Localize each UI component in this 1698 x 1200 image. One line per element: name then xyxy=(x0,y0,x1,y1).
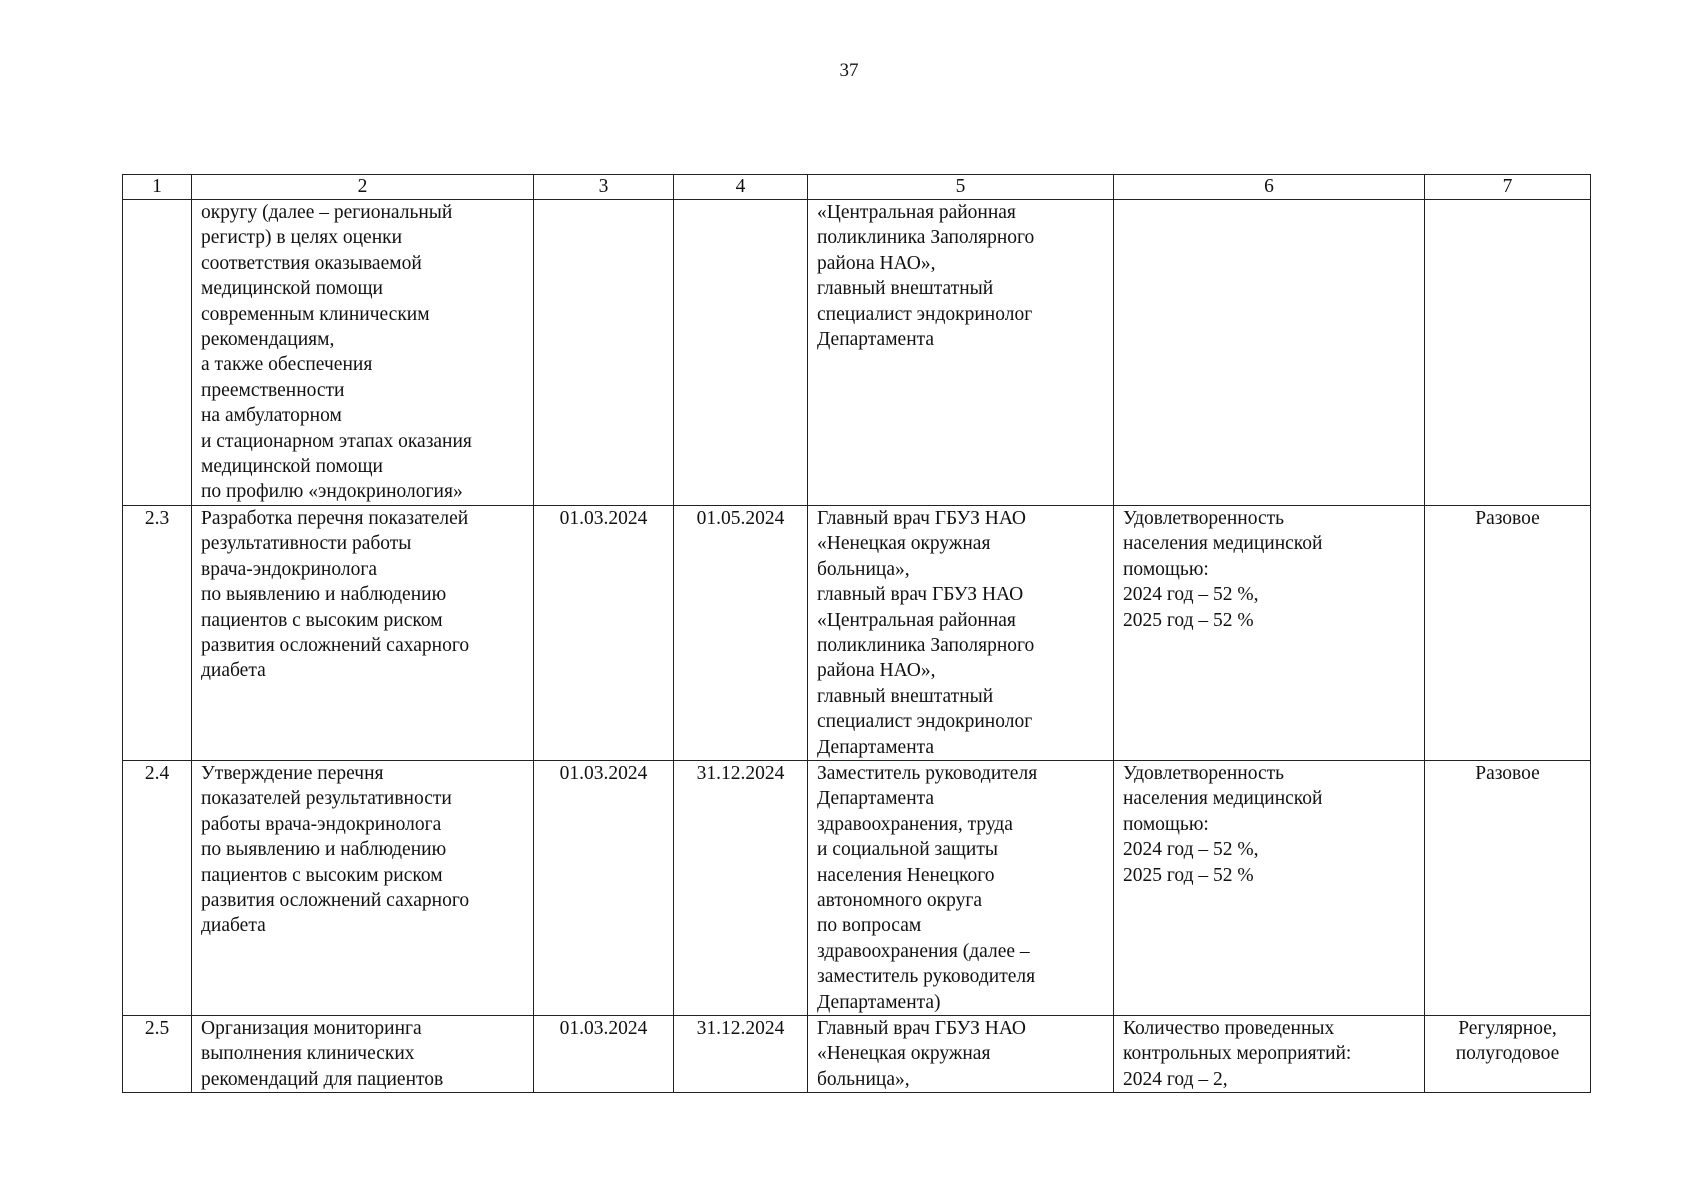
end-date-cell: 31.12.2024 xyxy=(674,1016,808,1093)
row-number-cell: 2.5 xyxy=(123,1016,192,1093)
responsible-cell: Главный врач ГБУЗ НАО «Ненецкая окружная больница», xyxy=(808,1016,1114,1093)
activity-cell: Организация мониторинга выполнения клинических рекомендаций для пациентов xyxy=(192,1016,534,1093)
indicator-cell: Количество проведенных контрольных мероприятий: 2024 год – 2, xyxy=(1114,1016,1425,1093)
end-date-cell xyxy=(674,200,808,506)
indicator-cell: Удовлетворенность населения медицинской помощью: 2024 год – 52 %, 2025 год – 52 % xyxy=(1114,760,1425,1015)
indicator-cell: Удовлетворенность населения медицинской помощью: 2024 год – 52 %, 2025 год – 52 % xyxy=(1114,505,1425,760)
column-number-header-row xyxy=(123,175,1591,200)
frequency-cell: Разовое xyxy=(1425,760,1591,1015)
responsible-cell: «Центральная районная поликлиника Заполярного района НАО», главный внештатный специалист эндокринолог Департамента xyxy=(808,200,1114,506)
column-header-4: 4 xyxy=(674,175,808,200)
column-header-6: 6 xyxy=(1114,175,1425,200)
row-number-cell xyxy=(123,200,192,506)
page-number: 37 xyxy=(839,60,859,81)
activity-cell: округу (далее – региональный регистр) в целях оценки соответствия оказываемой медицинской помощи современным клиническим рекомендациям, а также обеспечения преемственности на амбулаторном и стационарном этапах оказания медицинской помощи по профилю «эндокринология» xyxy=(192,200,534,506)
start-date-cell: 01.03.2024 xyxy=(534,505,674,760)
end-date-cell: 01.05.2024 xyxy=(674,505,808,760)
indicator-cell xyxy=(1114,200,1425,506)
table-row xyxy=(123,760,1591,1015)
column-header-1: 1 xyxy=(123,175,192,200)
table-row xyxy=(123,200,1591,506)
frequency-cell xyxy=(1425,200,1591,506)
table-row xyxy=(123,1016,1591,1093)
responsible-cell: Главный врач ГБУЗ НАО «Ненецкая окружная больница», главный врач ГБУЗ НАО «Центральная районная поликлиника Заполярного района НАО», главный внештатный специалист эндокринолог Департамента xyxy=(808,505,1114,760)
responsible-cell: Заместитель руководителя Департамента здравоохранения, труда и социальной защиты населения Ненецкого автономного округа по вопросам здравоохранения (далее – заместитель руководителя Департамента) xyxy=(808,760,1114,1015)
row-number-cell: 2.4 xyxy=(123,760,192,1015)
start-date-cell: 01.03.2024 xyxy=(534,760,674,1015)
table-row xyxy=(123,505,1591,760)
frequency-cell: Разовое xyxy=(1425,505,1591,760)
column-header-5: 5 xyxy=(808,175,1114,200)
activity-cell: Утверждение перечня показателей результативности работы врача-эндокринолога по выявлению и наблюдению пациентов с высоким риском развития осложнений сахарного диабета xyxy=(192,760,534,1015)
row-number-cell: 2.3 xyxy=(123,505,192,760)
end-date-cell: 31.12.2024 xyxy=(674,760,808,1015)
frequency-cell: Регулярное, полугодовое xyxy=(1425,1016,1591,1093)
activity-cell: Разработка перечня показателей результативности работы врача-эндокринолога по выявлению и наблюдению пациентов с высоким риском развития осложнений сахарного диабета xyxy=(192,505,534,760)
start-date-cell: 01.03.2024 xyxy=(534,1016,674,1093)
start-date-cell xyxy=(534,200,674,506)
plan-table xyxy=(122,174,1591,1093)
column-header-2: 2 xyxy=(192,175,534,200)
column-header-7: 7 xyxy=(1425,175,1591,200)
column-header-3: 3 xyxy=(534,175,674,200)
